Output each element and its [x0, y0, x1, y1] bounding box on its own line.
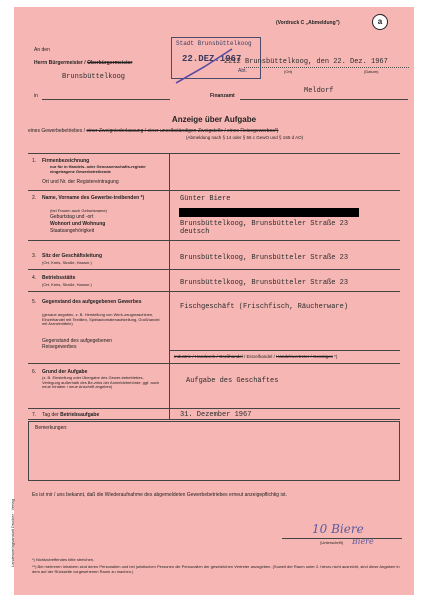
row6-num: 6.: [32, 369, 37, 375]
row1-line: [28, 190, 400, 191]
herrn-label: Herrn Bürgermeister / Oberbürgermeister: [34, 60, 133, 66]
finanzamt-value: Meldorf: [304, 87, 334, 95]
form-variant-circle: a: [372, 14, 388, 30]
ort-caption: (Ort): [284, 69, 293, 74]
row6-note: (z. B. Einstellung oder Übergabe des Gewer-bebetriebes, Verlegung außerhalb des Be-zirks der Anmeldebehörde; ggf. auch neue Inhaber / neue Anschrift angeben): [42, 375, 160, 390]
signature-caption: (Unterschrift): [320, 540, 344, 545]
row2-residence-label: Wohnort und Wohnung: [50, 221, 106, 227]
closing-date: 31. Dezember 1967: [180, 411, 252, 419]
form-title: Anzeige über Aufgabe: [171, 115, 257, 124]
row3-label: Sitz der Geschäftsleitung: [42, 253, 103, 259]
row5-note: (genaue angaben, z. B. Herstellung von Werk-zeugmaschinen, Einzelhandel mit Textilien, Spielautomatenaufstellung, Großhandel mit Arzneimitteln): [42, 312, 160, 327]
place-date: 2212 Brunsbüttelkoog, den 22. Dez. 1967: [224, 58, 388, 66]
row5-travel-label: Gegenstand des aufgegebenen: [42, 338, 113, 344]
vordruck-label: (Vordruck C „Abmeldung"): [276, 20, 340, 26]
form-subtitle: eines Gewerbebetriebes / einer Zweigniederlassung / einer unselbständigen Zweigstelle / eines Reisegewerbes*): [28, 128, 279, 134]
row6-line: [28, 408, 400, 409]
stamp-abt: Abt.: [238, 68, 247, 74]
stamp-city: Stadt Brunsbüttelkoog: [176, 40, 252, 47]
row3-num: 3.: [32, 253, 37, 259]
table-top: [28, 153, 400, 154]
row3-note: (Ort, Kreis, Straße, Hausnr.): [42, 260, 92, 265]
finanzamt-label: Finanzamt: [210, 93, 235, 99]
handwritten-signature: 10 Biere: [312, 522, 364, 536]
datum-caption: (Datum): [364, 69, 379, 74]
form-page: [10, 7, 414, 595]
row2-birth-label: Geburtstag und -ort: [50, 214, 94, 220]
reason-value: Aufgabe des Geschäftes: [186, 377, 279, 385]
row4-line: [28, 291, 400, 292]
row2-nationality-label: Staatsangehörigkeit: [50, 228, 95, 234]
row1-label: Firmenbezeichnung: [42, 158, 90, 164]
row5-inner-line: [169, 350, 400, 351]
row6-label: Grund der Aufgabe: [42, 369, 88, 375]
statement-text: Es ist mir / uns bekannt, daß die Wiederaufnahme des abgemeldeten Gewerbebetriebes erneut anzeigepflichtig ist.: [32, 492, 287, 498]
footnote-1: *) Nichtzutreffendes bitte streichen.: [32, 557, 95, 562]
row5-line: [28, 363, 400, 364]
table-divider: [169, 153, 170, 419]
management-seat: Brunsbüttelkoog, Brunsbütteler Straße 23: [180, 254, 349, 262]
handwritten-signature-2: Biere: [352, 537, 374, 546]
business-category: Industrie / Handwerk / Großhandel / Einzelhandel / Handelsvertreter / Sonstiges *): [174, 354, 338, 359]
remarks-box: [28, 421, 400, 481]
row4-label: Betriebsstätte: [42, 275, 76, 281]
row2-label: Name, Vorname des Gewerbe-treibenden *): [42, 195, 145, 201]
row1-note: nur für in Handels- oder Genossenschafts-register eingetragene Gewerbetreibende: [50, 164, 146, 174]
business-premises: Brunsbüttelkoog, Brunsbütteler Straße 23: [180, 279, 349, 287]
an-den-label: An den: [34, 47, 50, 53]
stamp-check-mark: [174, 47, 234, 87]
row2-note: (bei Frauen auch Geburtsname): [50, 208, 107, 213]
owner-residence: Brunsbüttelkoog, Brunsbütteler Straße 23: [180, 220, 349, 228]
row2-line: [28, 240, 400, 241]
signature-line: [282, 538, 402, 539]
row5-travel-label2: Reisegewerbes: [42, 344, 77, 350]
redacted-birth-data: [179, 208, 359, 217]
row1-num: 1.: [32, 158, 37, 164]
owner-nationality: deutsch: [180, 228, 210, 236]
row2-num: 2.: [32, 195, 37, 201]
recipient-town: Brunsbüttelkoog: [62, 73, 126, 81]
in-label: in: [34, 93, 38, 99]
row7-label: Tag der Betriebsaufgabe: [42, 412, 100, 418]
row4-note: (Ort, Kreis, Straße, Hausnr.): [42, 282, 92, 287]
row5-num: 5.: [32, 299, 37, 305]
printer-imprint: Landesverlagsanstalt Drucker · Verlag: [10, 499, 15, 567]
table-bottom: [28, 419, 400, 420]
row7-num: 7.: [32, 412, 37, 418]
row5-label: Gegenstand des aufgegebenen Gewerbes: [42, 299, 142, 305]
finanzamt-underline: [240, 99, 408, 100]
place-date-line: [244, 67, 409, 68]
business-subject: Fischgeschäft (Frischfisch, Räucherware): [180, 303, 349, 311]
owner-name: Günter Biere: [180, 195, 231, 203]
row4-num: 4.: [32, 275, 37, 281]
row3-line: [28, 269, 400, 270]
footnote-2: **) Bei mehreren Inhabern sind deren Personalien und bei juristischen Personen die Personalien der gesetzlichen Vertreter anzugeben. (Soweit der Raum unter 2. hierzu nicht ausreicht, sind diese Angaben in dem auf der Rückseite vorgesehenen Raum zu machen.): [32, 564, 400, 574]
form-legal-basis: (Abmeldung nach § 14 oder § 55 c GewO und § 165 d AO): [186, 135, 304, 140]
row1-register: Ort und Nr. der Registereintragung: [42, 179, 119, 185]
remarks-label: Bemerkungen:: [35, 425, 68, 431]
stamp-date: 22.DEZ.1967: [182, 54, 242, 64]
in-underline: [42, 99, 170, 100]
